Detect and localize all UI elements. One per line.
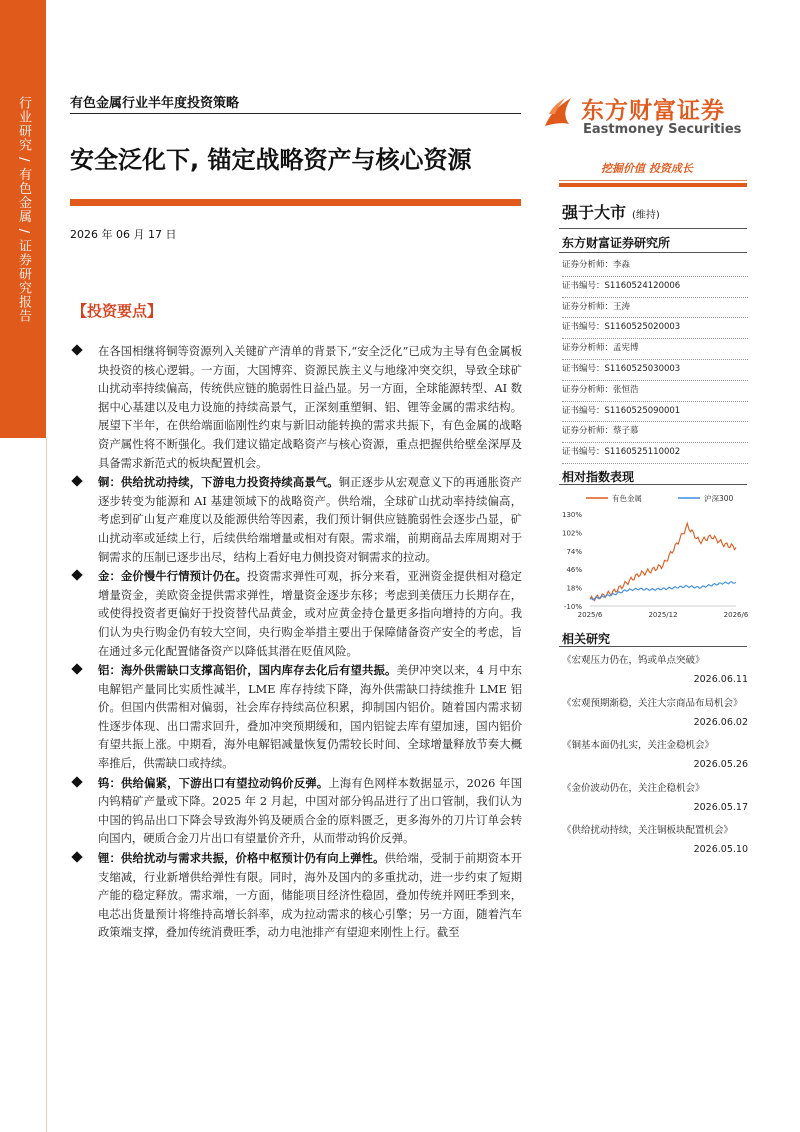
analyst-cert: 证书编号：S1160525110002 xyxy=(562,443,748,464)
report-date: 2026 年 06 月 17 日 xyxy=(70,228,177,241)
list-item xyxy=(70,849,522,943)
brand-name: 东方财富证券 xyxy=(581,98,725,124)
rating xyxy=(562,200,660,223)
analyst-list xyxy=(562,256,748,464)
logo-flame-icon xyxy=(541,92,577,132)
related-report-date: 2026.06.11 xyxy=(693,674,748,685)
slogan-bar xyxy=(559,183,747,187)
related-report-title[interactable]: 《铜基本面仍扎实，关注金稳机会》 xyxy=(562,740,715,751)
related-research-list xyxy=(562,652,748,865)
series-line xyxy=(590,582,736,600)
relative-performance-chart xyxy=(556,486,748,626)
list-item[interactable] xyxy=(562,737,748,780)
related-report-date: 2026.05.10 xyxy=(693,844,748,855)
institute-name: 东方财富证券研究所 xyxy=(562,236,671,250)
list-item xyxy=(70,661,522,774)
bullet-lead: 金：金价慢牛行情预计仍在。 xyxy=(98,569,248,584)
section-heading-investment-points: 【投资要点】 xyxy=(72,302,163,320)
diamond-bullet-icon xyxy=(71,776,82,787)
list-item xyxy=(70,473,522,567)
series-line xyxy=(590,523,736,600)
y-tick-label: -10% xyxy=(563,603,582,611)
list-item[interactable] xyxy=(562,695,748,738)
brand-name-en: Eastmoney Securities xyxy=(583,122,742,137)
analyst-name: 证券分析师：蔡子慕 xyxy=(562,422,748,443)
list-item xyxy=(70,342,522,473)
diamond-bullet-icon xyxy=(71,851,82,862)
list-item[interactable] xyxy=(562,822,748,865)
list-item[interactable] xyxy=(562,652,748,695)
chart-svg xyxy=(556,486,748,626)
related-report-title[interactable]: 《宏观预期渐稳，关注大宗商品布局机会》 xyxy=(562,697,743,709)
rating-main: 强于大市 xyxy=(562,203,627,222)
y-tick-label: 46% xyxy=(566,566,582,575)
rating-sub: (维持) xyxy=(632,210,660,221)
bullet-body: 投资需求弹性可观，拆分来看，亚洲资金提供相对稳定增量资金，美欧资金提供需求弹性，增量资金逐步东移；考虑到美债压力长期存在，或使得投资者更偏好于投资替代品黄金，或对应黄金持仓量更多指向增持的方向。我们认为央行购金仍有较大空间，央行购金举措主要出于保障储备资产安全的考虑，旨在通过多元化配置储备资产以降低其潜在贬值风险。 xyxy=(98,570,522,658)
investment-points-list xyxy=(70,342,522,943)
legend-label: 沪深300 xyxy=(704,494,734,503)
analyst-cert: 证书编号：S1160525090001 xyxy=(562,402,748,423)
related-report-title[interactable]: 《宏观压力仍在，钨或单点突破》 xyxy=(562,655,705,666)
x-tick-label: 2026/6 xyxy=(723,611,748,619)
analyst-cert: 证书编号：S1160525020003 xyxy=(562,318,748,339)
list-item xyxy=(70,567,522,661)
list-item[interactable] xyxy=(562,780,748,823)
related-research-title: 相关研究 xyxy=(562,632,611,646)
bullet-body: 供给端，受制于前期资本开支缩减，行业新增供给弹性有限。同时，海外及国内的多重扰动，进一步约束了短期产能的稳定释放。需求端，一方面，储能项目经济性稳固，叠加传统并网旺季到来，电芯出货量预计将维持高增长斜率，成为拉动需求的核心引擎；另一方面，随着汽车政策端支撑，叠加传统消费旺季，动力电池排产有望迎来刚性上行。截至 xyxy=(98,852,522,940)
brand-slogan: 挖掘价值 投资成长 xyxy=(601,162,693,175)
brand-logo xyxy=(541,88,741,148)
related-report-title[interactable]: 《供给扰动持续，关注铜板块配置机会》 xyxy=(562,825,734,836)
rating-rule xyxy=(559,228,747,229)
diamond-bullet-icon xyxy=(71,663,82,674)
performance-rule xyxy=(559,484,747,485)
report-title: 安全泛化下, 锚定战略资产与核心资源 xyxy=(70,146,472,174)
related-report-title[interactable]: 《金价波动仍在，关注企稳机会》 xyxy=(562,782,705,794)
title-accent-bar xyxy=(70,199,521,206)
institute-rule xyxy=(559,252,747,253)
analyst-name: 证券分析师：张恒浩 xyxy=(562,381,748,402)
analyst-name: 证券分析师：李淼 xyxy=(562,256,748,277)
x-tick-label: 2025/6 xyxy=(577,611,603,619)
report-category-label: 行业研究 / 有色金属 / 证券研究报告 xyxy=(16,96,31,324)
bullet-body: 铜正逐步从宏观意义下的再通胀资产逐步转变为能源和 AI 基建领域下的战略资产。供给端，全球矿山扰动率持续偏高，考虑到矿山复产难度以及能源供给等因素，我们预计铜供应链脆弱性会逐步凸显，矿山扰动率或延续上行，后续供给端增量或相对有限。需求端，前期商品去库周期对于铜需求的压制已逐步出尽，结构上看好电力侧投资对铜需求的拉动。 xyxy=(98,476,522,564)
y-tick-label: 130% xyxy=(561,511,582,519)
related-report-date: 2026.05.17 xyxy=(693,801,748,813)
bullet-body: 上海有色网样本数据显示，2026 年国内钨精矿产量或下降。2025 年 2 月起，中国对部分钨品进行了出口管制，我们认为中国的钨品出口下降会导致海外钨及硬质合金的原料匮乏，更多海外的刀片订单会转向国内，硬质合金刀片出口有望量价齐升，从而带动钨价反弹。 xyxy=(98,776,522,846)
related-report-date: 2026.05.26 xyxy=(693,759,748,770)
list-item xyxy=(70,774,522,849)
y-tick-label: 102% xyxy=(561,529,582,538)
analyst-cert: 证书编号：S1160524120006 xyxy=(562,277,748,298)
header-rule xyxy=(70,113,521,114)
bullet-body: 美伊冲突以来，4 月中东电解铝产量同比实质性减半，LME 库存持续下降，海外供需缺口持续推升 LME 铝价。但国内供需相对偏弱，社会库存持续高位积累，抑制国内铝价。随着国内需求韧性逐步体现、出口需求回升，叠加冲突预期缓和，国内铝锭去库有望加速，国内铝价有望共振上涨。中期看，海外电解铝减量恢复仍需较长时间、全球增量释放节奏大概率推后，供需缺口或持续。 xyxy=(98,664,522,771)
sidebar-band xyxy=(0,0,46,438)
related-rule xyxy=(559,646,747,647)
bullet-lead: 锂：供给扰动与需求共振，价格中枢预计仍有向上弹性。 xyxy=(98,851,385,866)
diamond-bullet-icon xyxy=(71,475,82,486)
y-tick-label: 18% xyxy=(566,584,582,593)
x-tick-label: 2025/12 xyxy=(648,611,678,619)
performance-title: 相对指数表现 xyxy=(562,470,635,484)
diamond-bullet-icon xyxy=(71,344,82,355)
slogan-rule xyxy=(559,180,747,181)
legend-label: 有色金属 xyxy=(612,494,642,503)
analyst-name: 证券分析师：王涛 xyxy=(562,298,748,319)
analyst-cert: 证书编号：S1160525030003 xyxy=(562,360,748,381)
report-type: 有色金属行业半年度投资策略 xyxy=(70,96,240,111)
bullet-lead: 铜：供给扰动持续，下游电力投资持续高景气。 xyxy=(98,475,339,490)
related-report-date: 2026.06.02 xyxy=(693,716,748,728)
bullet-lead: 钨：供给偏紧，下游出口有望拉动钨价反弹。 xyxy=(98,775,329,790)
bullet-body: 在各国相继将铜等资源列入关键矿产清单的背景下,“安全泛化”已成为主导有色金属板块投资的核心逻辑。一方面，大国博弈、资源民族主义与地缘冲突交织，导致全球矿山扰动率持续偏高，传统供应链的脆弱性日益凸显。另一方面，全球能源转型、AI 数据中心基建以及电力设施的持续高景气，正深刻重塑铜、铝、锂等金属的需求结构。展望下半年，在供给端面临刚性约束与新旧动能转换的需求共振下，有色金属的战略资产属性将不断强化。我们建议锚定战略资产与核心资源，重点把握供给壁垒深厚及具备需求新范式的板块配置机会。 xyxy=(98,345,522,470)
y-tick-label: 74% xyxy=(566,547,582,556)
diamond-bullet-icon xyxy=(71,569,82,580)
sidebar-divider xyxy=(46,438,47,1132)
bullet-lead: 铝：海外供需缺口支撑高铝价，国内库存去化后有望共振。 xyxy=(98,663,397,678)
analyst-name: 证券分析师：孟宪博 xyxy=(562,339,748,360)
